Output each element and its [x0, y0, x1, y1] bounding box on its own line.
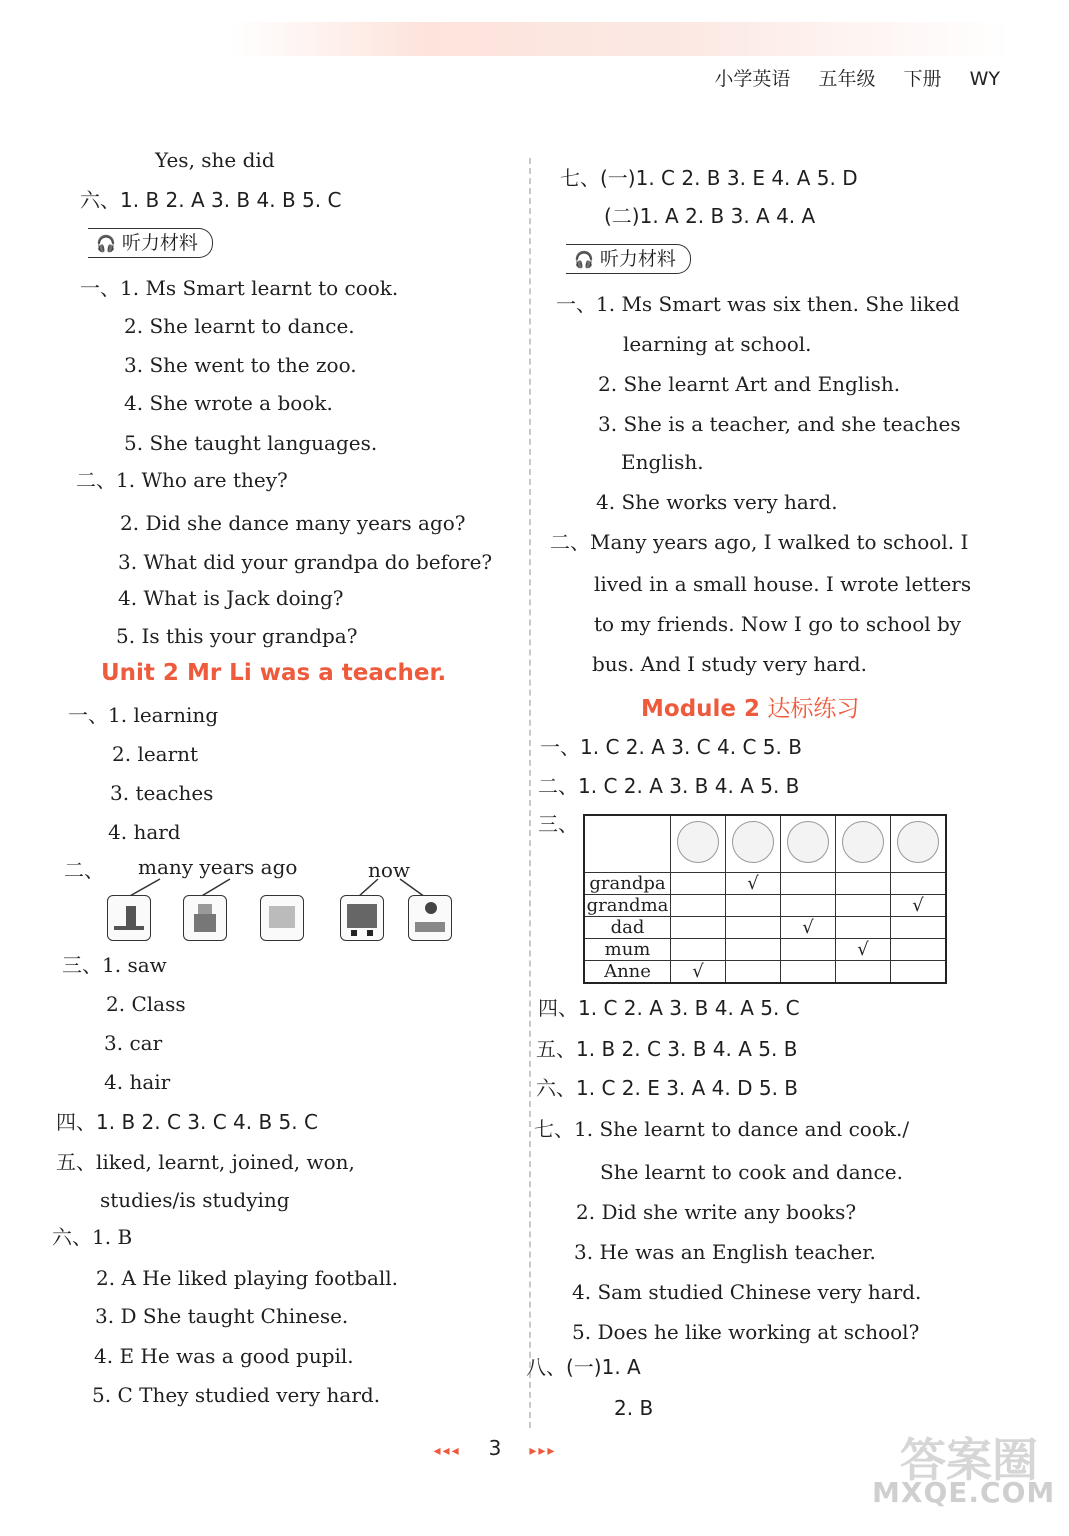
check-mark: √ [836, 939, 891, 961]
column-divider [529, 158, 531, 1428]
answer-line: 七、1. She learnt to dance and cook./ [534, 1117, 910, 1141]
girl-reading-icon [677, 821, 719, 863]
unit-title: Unit 2 Mr Li was a teacher. [101, 660, 447, 686]
answer-line: 3. What did your grandpa do before? [118, 550, 493, 574]
arrows-right-icon: ▸▸▸ [529, 1443, 557, 1459]
header-subject: 小学英语 [714, 68, 791, 90]
row-name: mum [584, 939, 671, 961]
answer-line: 四、1. B 2. C 3. C 4. B 5. C [56, 1110, 318, 1134]
table-header-row [584, 815, 946, 873]
headphones-icon: 🎧 [574, 250, 594, 269]
row-name: grandma [584, 895, 671, 917]
answer-line: 4. E He was a good pupil. [94, 1344, 354, 1368]
answer-line: 一、1. learning [68, 703, 219, 727]
cake-icon [732, 821, 774, 863]
computer-icon [787, 821, 829, 863]
header-band [230, 22, 1010, 56]
page-footer [0, 1436, 990, 1460]
answer-line: 2. She learnt to dance. [124, 314, 355, 338]
check-mark: √ [726, 873, 781, 895]
table-row [584, 939, 946, 961]
answer-line: 4. She works very hard. [596, 490, 838, 514]
answer-line: 5. Does he like working at school? [572, 1320, 920, 1344]
answer-line: 4. hair [104, 1070, 171, 1094]
answer-line: 4. She wrote a book. [124, 391, 333, 415]
module-title-cn: 达标练习 [767, 696, 860, 722]
tag-label: 听力材料 [599, 248, 676, 270]
answer-line: 二、1. C 2. A 3. B 4. A 5. B [538, 774, 800, 798]
check-mark: √ [781, 917, 836, 939]
answer-line: 一、1. Ms Smart learnt to cook. [80, 276, 399, 300]
woman-dancing-icon [842, 821, 884, 863]
table-corner-cell [584, 815, 671, 873]
answer-line: 2. B [614, 1396, 654, 1420]
answer-line: 2. learnt [112, 742, 199, 766]
answer-line: 三、 [538, 812, 578, 836]
answer-line: 一、1. Ms Smart was six then. She liked [556, 292, 960, 316]
answer-line: 3. teaches [110, 781, 214, 805]
header-grade: 五年级 [818, 68, 876, 90]
answer-line: 六、1. B 2. A 3. B 4. B 5. C [80, 188, 342, 212]
headphones-icon: 🎧 [96, 234, 116, 253]
answer-line: 2. Class [106, 992, 186, 1016]
answer-line: bus. And I study very hard. [592, 652, 867, 676]
answer-line: 3. She went to the zoo. [124, 353, 357, 377]
noodle-bowl-icon [897, 821, 939, 863]
arrows-left-icon: ◂◂◂ [433, 1443, 461, 1459]
answer-line: 3. D She taught Chinese. [95, 1304, 349, 1328]
answer-line: English. [621, 450, 704, 474]
table-row [584, 961, 946, 984]
module-title [641, 690, 859, 723]
check-mark: √ [891, 895, 947, 917]
answer-line: 2. Did she dance many years ago? [120, 511, 466, 535]
picture-row [105, 895, 465, 945]
row-name: grandpa [584, 873, 671, 895]
answer-line: 2. A He liked playing football. [96, 1266, 399, 1290]
listening-material-tag [88, 228, 213, 258]
answer-line: 二、 [64, 858, 104, 882]
label-many-years-ago: many years ago [138, 855, 298, 879]
picture-letter-icon [260, 895, 304, 941]
answer-line: 八、(一)1. A [526, 1355, 641, 1379]
picture-bus-icon [340, 895, 384, 941]
answer-line: (二)1. A 2. B 3. A 4. A [604, 204, 816, 228]
answer-line: 五、liked, learnt, joined, won, [56, 1150, 355, 1174]
table-row [584, 895, 946, 917]
watermark-url: MXQE.COM [872, 1476, 1056, 1509]
answer-line: 5. C They studied very hard. [92, 1383, 381, 1407]
answer-line: 4. What is Jack doing? [118, 586, 344, 610]
answer-line: 三、1. saw [62, 953, 167, 977]
tag-label: 听力材料 [121, 232, 198, 254]
module-title-en: Module 2 [641, 696, 761, 722]
answer-line: 二、Many years ago, I walked to school. I [550, 530, 969, 554]
answer-line: 3. car [104, 1031, 163, 1055]
listening-material-tag [566, 244, 691, 274]
answer-line: Yes, she did [155, 148, 275, 172]
answer-line: 2. She learnt Art and English. [598, 372, 901, 396]
answer-line: 六、1. C 2. E 3. A 4. D 5. B [536, 1076, 799, 1100]
header-volume: 下册 [903, 68, 942, 90]
answer-line: 4. hard [108, 820, 181, 844]
answer-line: to my friends. Now I go to school by [594, 612, 962, 636]
picture-house-icon [183, 895, 227, 941]
table-row [584, 873, 946, 895]
check-mark: √ [671, 961, 726, 984]
page-number: 3 [488, 1436, 502, 1460]
answer-line: studies/is studying [100, 1188, 290, 1212]
row-name: dad [584, 917, 671, 939]
answer-line: 七、(一)1. C 2. B 3. E 4. A 5. D [560, 166, 858, 190]
answer-line: 3. She is a teacher, and she teaches [598, 412, 961, 436]
row-name: Anne [584, 961, 671, 984]
header-edition: WY [969, 68, 1000, 90]
answer-line: 5. Is this your grandpa? [116, 624, 358, 648]
answer-line: 2. Did she write any books? [576, 1200, 857, 1224]
answer-line: 3. He was an English teacher. [574, 1240, 876, 1264]
answer-line: lived in a small house. I wrote letters [594, 572, 972, 596]
page-header [0, 64, 1000, 91]
answer-line: 五、1. B 2. C 3. B 4. A 5. B [536, 1037, 798, 1061]
answer-line: 四、1. C 2. A 3. B 4. A 5. C [538, 996, 800, 1020]
picture-study-icon [408, 895, 452, 941]
answer-line: learning at school. [623, 332, 812, 356]
answer-line: 4. Sam studied Chinese very hard. [572, 1280, 922, 1304]
watermark-logo: 答案圈 [900, 1433, 1038, 1487]
answer-line: She learnt to cook and dance. [600, 1160, 903, 1184]
picture-walk-icon [107, 895, 151, 941]
answer-line: 5. She taught languages. [124, 431, 378, 455]
answer-line: 一、1. C 2. A 3. C 4. C 5. B [540, 735, 802, 759]
matching-table [583, 814, 947, 984]
answer-line: 二、1. Who are they? [76, 468, 288, 492]
label-now: now [368, 858, 411, 882]
answer-line: 六、1. B [52, 1225, 133, 1249]
table-row [584, 917, 946, 939]
